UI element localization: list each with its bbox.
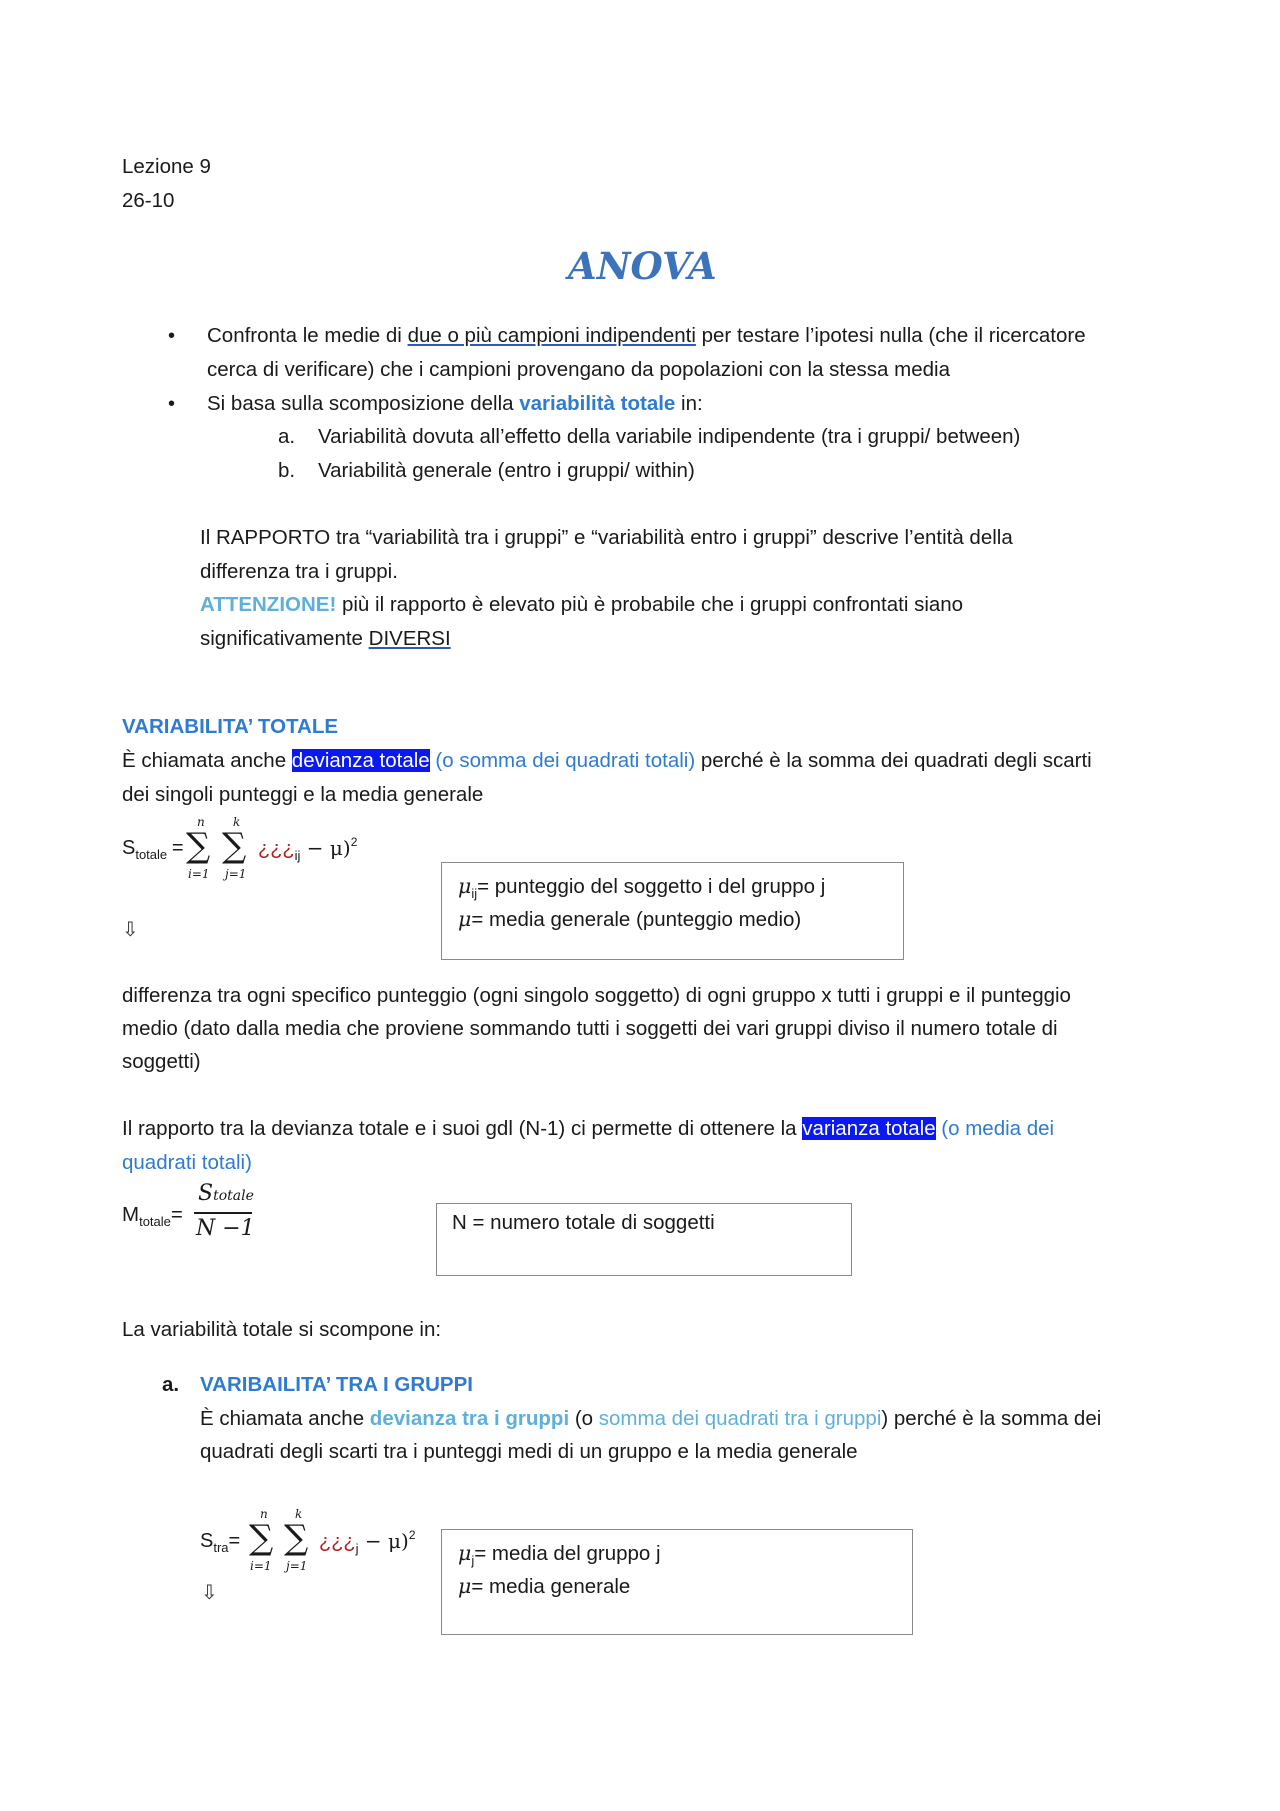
lesson-label: Lezione 9 bbox=[122, 155, 211, 178]
total-line-2: dei singoli punteggi e la media generale bbox=[122, 783, 484, 806]
sublist-item-a: Variabilità dovuta all’effetto della variabile indipendente (tra i gruppi/ between) bbox=[318, 425, 1021, 448]
legend-total-2: μ= media generale (punteggio medio) bbox=[458, 907, 802, 931]
between-line-1: È chiamata anche devianza tra i gruppi (o somma dei quadrati tra i gruppi) perché è la somma dei bbox=[200, 1407, 1102, 1430]
variance-line-1: Il rapporto tra la devianza totale e i suoi gdl (N-1) ci permette di ottenere la varianza totale (o media dei bbox=[122, 1117, 1055, 1140]
section-heading-total: VARIABILITA’ TOTALE bbox=[122, 715, 339, 738]
section-marker-a: a. bbox=[162, 1373, 180, 1396]
sublist-item-b: Variabilità generale (entro i gruppi/ within) bbox=[318, 459, 695, 482]
explain-line-3: soggetti) bbox=[122, 1050, 201, 1073]
variance-line-2: quadrati totali) bbox=[122, 1151, 252, 1174]
highlight-varianza-totale: varianza totale bbox=[802, 1117, 936, 1140]
underlined-phrase: due o più campioni indipendenti bbox=[407, 324, 696, 347]
between-line-2: quadrati degli scarti tra i punteggi medi di un gruppo e la media generale bbox=[200, 1440, 858, 1463]
explain-line-1: differenza tra ogni specifico punteggio (ogni singolo soggetto) di ogni gruppo x tutti i gruppi e il punteggio bbox=[122, 984, 1071, 1007]
down-arrow-icon: ⇩ bbox=[122, 917, 139, 941]
decomposition-line: La variabilità totale si scompone in: bbox=[122, 1318, 442, 1341]
sublist-marker-a: a. bbox=[278, 425, 296, 448]
explain-line-2: medio (dato dalla media che proviene sommando tutti i soggetti dei vari gruppi diviso il numero totale di bbox=[122, 1017, 1058, 1040]
bullet-dot: • bbox=[168, 325, 176, 347]
bullet-2: Si basa sulla scomposizione della variabilità totale in: bbox=[207, 392, 703, 415]
ratio-line-3: ATTENZIONE! più il rapporto è elevato più è probabile che i gruppi confrontati siano bbox=[200, 593, 964, 616]
bullet-1-line-2: cerca di verificare) che i campioni provengano da popolazioni con la stessa media bbox=[207, 358, 950, 381]
legend-n: N = numero totale di soggetti bbox=[452, 1211, 715, 1234]
diversi-underlined: DIVERSI bbox=[368, 627, 451, 650]
total-line-1: È chiamata anche devianza totale (o somma dei quadrati totali) perché è la somma dei quadrati degli scarti bbox=[122, 749, 1092, 772]
down-arrow-icon: ⇩ bbox=[201, 1580, 218, 1604]
ratio-line-1: Il RAPPORTO tra “variabilità tra i gruppi” e “variabilità entro i gruppi” descrive l’entità della bbox=[200, 526, 1013, 549]
ratio-line-4: significativamente DIVERSI bbox=[200, 627, 451, 650]
bullet-dot: • bbox=[168, 393, 176, 415]
devianza-tra-gruppi: devianza tra i gruppi bbox=[369, 1407, 570, 1430]
legend-total-1: $\mu_{ij}=$ punteggio del soggetto i del gruppo j bbox=[458, 874, 826, 901]
legend-between-1: $\mu_j=$ media del gruppo j bbox=[458, 1541, 661, 1568]
sublist-marker-b: b. bbox=[278, 459, 296, 482]
attention-label: ATTENZIONE! bbox=[200, 593, 337, 616]
legend-between-2: μ= media generale bbox=[458, 1574, 631, 1598]
lesson-date: 26-10 bbox=[122, 189, 175, 212]
highlight-variabilita-totale: variabilità totale bbox=[519, 392, 676, 415]
ratio-line-2: differenza tra i gruppi. bbox=[200, 560, 398, 583]
section-heading-between: VARIBAILITA’ TRA I GRUPPI bbox=[200, 1373, 473, 1396]
bullet-1-line-1: Confronta le medie di due o più campioni indipendenti per testare l’ipotesi nulla (che il ricercatore bbox=[207, 324, 1086, 347]
page-title: ANOVA bbox=[568, 244, 717, 288]
highlight-devianza-totale: devianza totale bbox=[291, 749, 430, 772]
